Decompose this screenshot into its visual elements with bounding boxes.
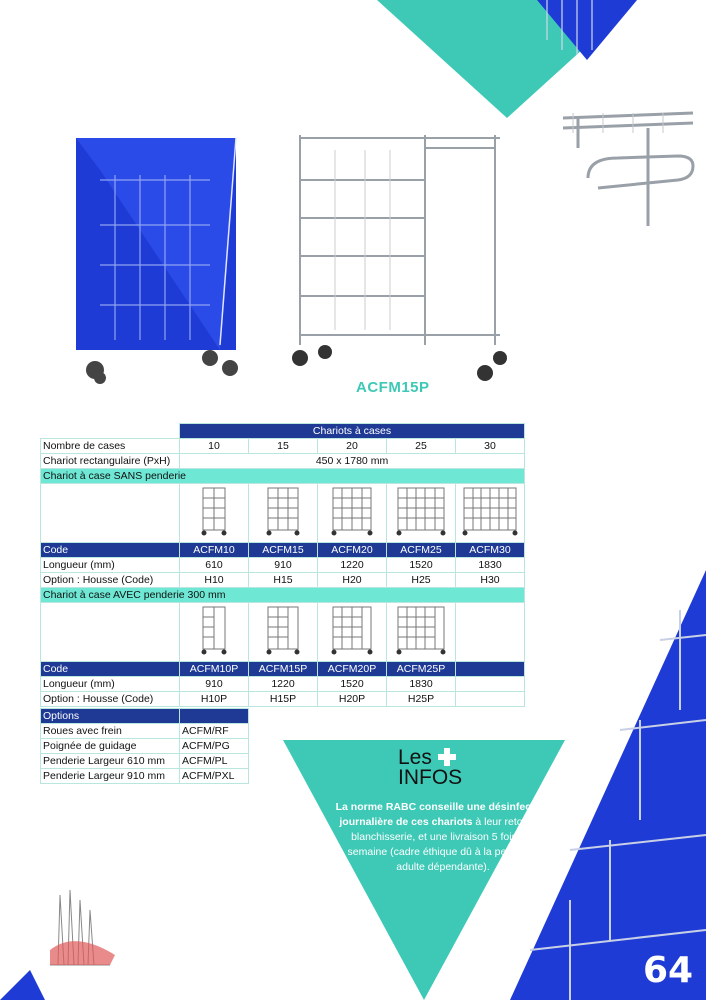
cart-thumb xyxy=(387,484,456,543)
cart-thumb xyxy=(456,484,525,543)
covered-cart-image xyxy=(70,130,250,392)
cart-thumb xyxy=(387,603,456,662)
code-row: Code ACFM10 ACFM15 ACFM20 ACFM25 ACFM30 xyxy=(41,543,525,558)
infos-title: Les INFOS xyxy=(398,746,463,789)
code-row: Code ACFM10P ACFM15P ACFM20P ACFM25P xyxy=(41,662,525,677)
guide-handle-image xyxy=(558,108,698,228)
table-row: Longueur (mm) 610 910 1220 1520 1830 xyxy=(41,558,525,573)
table-row: Nombre de cases 10 15 20 25 30 xyxy=(41,439,525,454)
wire-cart-image xyxy=(285,130,530,385)
table-row: Roues avec frein ACFM/RF xyxy=(41,724,249,739)
cart-thumb xyxy=(180,603,249,662)
decorative-top-triangle xyxy=(377,0,637,118)
section-sans-title: Chariot à case SANS penderie xyxy=(41,469,525,484)
product-caption: ACFM15P xyxy=(356,379,430,396)
cart-thumb xyxy=(249,603,318,662)
options-title: Options xyxy=(41,709,180,724)
table-row: Option : Housse (Code) H10P H15P H20P H25P xyxy=(41,692,525,707)
decorative-bottom-left-triangle xyxy=(0,970,60,1000)
cart-thumb xyxy=(249,484,318,543)
cart-thumbnails-row xyxy=(41,484,525,543)
infos-text: La norme RABC conseille une désinfection journalière de ces chariots à leur retour en blanchisserie, et une livraison 5 fois par semaine (cadre éthique dû à la personne adulte dépendante). xyxy=(335,801,551,873)
page-number: 64 xyxy=(643,950,694,991)
table-row: Poignée de guidage ACFM/PG xyxy=(41,739,249,754)
table-row: Penderie Largeur 610 mm ACFM/PL xyxy=(41,754,249,769)
table-row: Longueur (mm) 910 1220 1520 1830 xyxy=(41,677,525,692)
plus-icon xyxy=(438,748,456,766)
options-table xyxy=(40,708,249,784)
spec-table xyxy=(40,423,525,707)
section-avec-title: Chariot à case AVEC penderie 300 mm xyxy=(41,588,525,603)
table-row: Penderie Largeur 910 mm ACFM/PXL xyxy=(41,769,249,784)
header-group: Chariots à cases xyxy=(180,424,525,439)
brand-logo xyxy=(30,885,125,975)
table-row: Option : Housse (Code) H10 H15 H20 H25 H30 xyxy=(41,573,525,588)
cart-thumb xyxy=(318,603,387,662)
cart-thumb xyxy=(180,484,249,543)
table-row: Chariot rectangulaire (PxH) 450 x 1780 mm xyxy=(41,454,525,469)
cart-thumb xyxy=(318,484,387,543)
cart-thumbnails-row xyxy=(41,603,525,662)
